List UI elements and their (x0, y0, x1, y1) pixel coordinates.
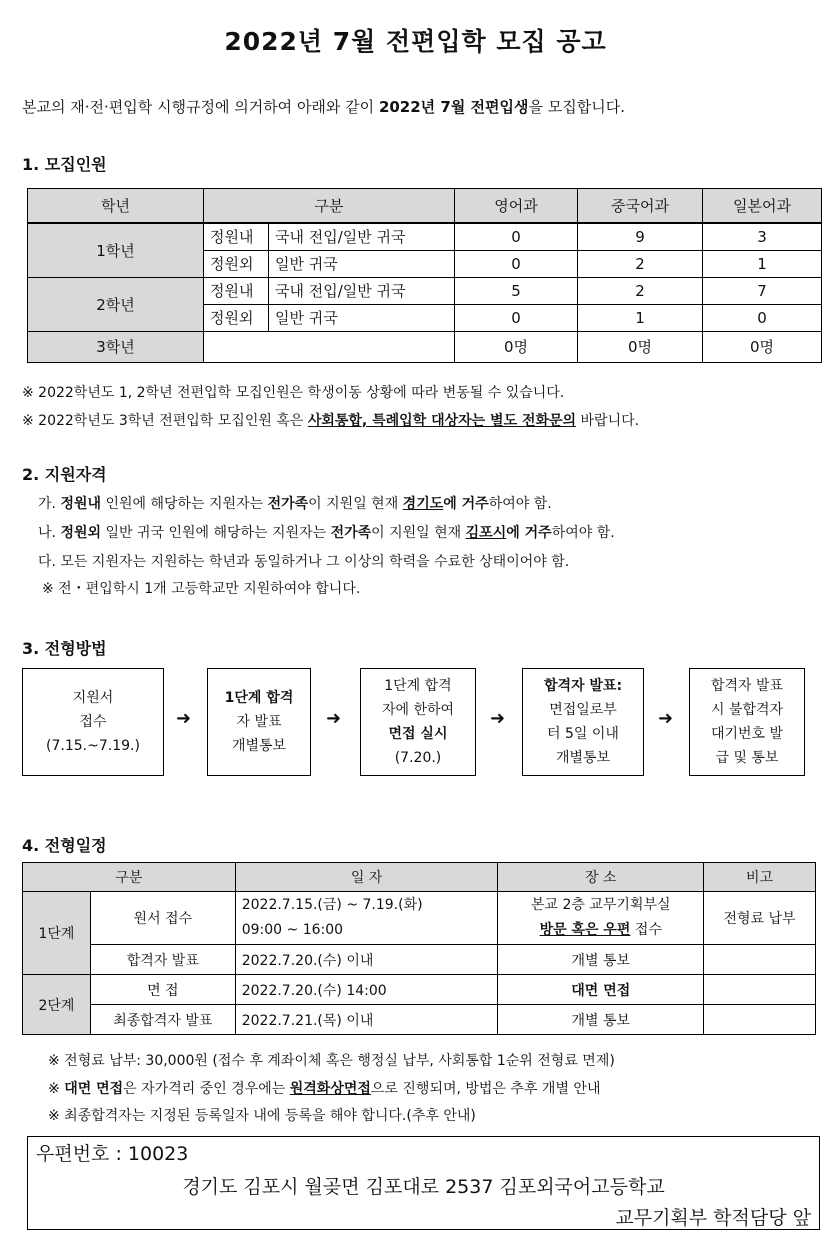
cell-value: 0 (455, 223, 578, 251)
department-line: 교무기획부 학적담당 앞 (615, 1207, 811, 1229)
note-pre: ※ 2022학년도 3학년 전편입학 모집인원 혹은 (22, 413, 308, 429)
header-english: 영어과 (455, 189, 578, 223)
header-japanese: 일본어과 (703, 189, 822, 223)
schedule-table (22, 862, 816, 1035)
flow-text: 터 5일 이내 (547, 726, 619, 742)
note-cell (704, 975, 816, 1005)
flow-text: 면접일로부 (549, 702, 617, 718)
note-schedule-2 (48, 1078, 600, 1098)
qualification-c: 다. 모든 지원자는 지원하는 학년과 동일하거나 그 이상의 학력을 수료한 상태이어야 함. (38, 554, 570, 570)
cell-value: 2 (578, 277, 703, 304)
note-bold: 대면 면접 (64, 1081, 124, 1097)
header-chinese: 중국어과 (578, 189, 703, 223)
qualification-b (38, 522, 615, 542)
q-text: 일반 귀국 인원에 해당하는 지원자는 (101, 525, 331, 541)
section-selection: 3. 전형방법 (22, 639, 107, 658)
category-label: 일반 귀국 (269, 304, 455, 331)
quota-type: 정원내 (204, 223, 269, 251)
table-header-row (23, 863, 816, 892)
table-header-row (28, 189, 822, 223)
q-underline: 김포시 (465, 525, 507, 541)
flow-text: 1단계 합격 (384, 678, 452, 694)
date-text: 09:00 ~ 16:00 (241, 922, 344, 938)
item: 원서 접수 (90, 892, 235, 945)
quota-type: 정원내 (204, 277, 269, 304)
note-cell: 전형료 납부 (704, 892, 816, 945)
flow-text: 1단계 합격 (224, 690, 294, 706)
note-mid: 은 자가격리 중인 경우에는 (123, 1081, 290, 1097)
flow-text: 자에 한하여 (381, 702, 455, 718)
q-bold: 정원내 (60, 496, 102, 512)
table-row (23, 975, 816, 1005)
date-cell (235, 892, 498, 945)
q-text: 인원에 해당하는 지원자는 (101, 496, 268, 512)
note-cell (704, 945, 816, 975)
cell-value: 0명 (703, 331, 822, 362)
flow-text: 면접 실시 (388, 726, 448, 742)
intro-pre: 본교의 재·전·편입학 시행규정에 의거하여 아래와 같이 (22, 98, 379, 116)
flow-text: (7.15.~7.19.) (46, 738, 140, 754)
table-row (28, 223, 822, 251)
note-cell (704, 1005, 816, 1035)
date-text: 2022.7.15.(금) ~ 7.19.(화) (241, 897, 423, 913)
place-cell (498, 892, 704, 945)
place-cell: 대면 면접 (498, 975, 704, 1005)
item: 면 접 (90, 975, 235, 1005)
note-schedule-1: ※ 전형료 납부: 30,000원 (접수 후 계좌이체 혹은 행정실 납부, 사회통합 1순위 전형료 면제) (48, 1053, 615, 1069)
flow-step-1 (22, 668, 164, 776)
q-bold: 전가족 (267, 496, 309, 512)
place-bold: 방문 혹은 우편 (539, 922, 631, 938)
flow-text: (7.20.) (394, 750, 442, 766)
flow-text: 개별통보 (231, 738, 287, 754)
table-row (23, 892, 816, 945)
header-place: 장 소 (498, 863, 704, 892)
cell-value: 1 (578, 304, 703, 331)
q-bold: 에 거주 (506, 525, 552, 541)
flow-text: 자 발표 (236, 714, 282, 730)
date-cell: 2022.7.20.(수) 14:00 (235, 975, 498, 1005)
intro-bold: 2022년 7월 전편입생 (378, 98, 529, 116)
q-bold: 에 거주 (443, 496, 489, 512)
item: 합격자 발표 (90, 945, 235, 975)
header-grade: 학년 (28, 189, 204, 223)
place-cell: 개별 통보 (498, 1005, 704, 1035)
category-label: 국내 전입/일반 귀국 (269, 277, 455, 304)
flow-text: 접수 (79, 714, 107, 730)
header-category: 구분 (204, 189, 455, 223)
note-recruit-1: ※ 2022학년도 1, 2학년 전편입학 모집인원은 학생이동 상황에 따라 변동될 수 있습니다. (22, 385, 565, 401)
flow-text: 합격자 발표 (710, 678, 784, 694)
grade-1: 1학년 (28, 223, 204, 278)
header-note: 비고 (704, 863, 816, 892)
flow-step-2 (207, 668, 311, 776)
q-text: 이 지원일 현재 (371, 525, 466, 541)
grade-3: 3학년 (28, 331, 204, 362)
postal-code: 우편번호 : 10023 (36, 1143, 189, 1165)
note-bold: 사회통합, 특례입학 대상자는 별도 전화문의 (307, 413, 577, 429)
arrow-icon: ➜ (490, 708, 506, 729)
category-label: 일반 귀국 (269, 250, 455, 277)
q-bold: 전가족 (330, 525, 372, 541)
qualification-a (38, 493, 552, 513)
note-schedule-3: ※ 최종합격자는 지정된 등록일자 내에 등록을 해야 합니다.(추후 안내) (48, 1108, 476, 1124)
place-text: 접수 (630, 922, 662, 938)
flow-text: 개별통보 (555, 750, 611, 766)
stage-2: 2단계 (23, 975, 91, 1035)
note-post: 바랍니다. (576, 413, 640, 429)
flow-step-4 (522, 668, 644, 776)
item: 최종합격자 발표 (90, 1005, 235, 1035)
table-row (28, 277, 822, 304)
flow-text: 급 및 통보 (715, 750, 779, 766)
arrow-icon: ➜ (176, 708, 192, 729)
date-cell: 2022.7.20.(수) 이내 (235, 945, 498, 975)
flow-text: 합격자 발표: (543, 678, 623, 694)
cell-value: 0 (703, 304, 822, 331)
flow-text: 대기번호 발 (710, 726, 784, 742)
place-cell: 개별 통보 (498, 945, 704, 975)
address-line: 경기도 김포시 월곶면 김포대로 2537 김포외국어고등학교 (182, 1176, 665, 1198)
cell-value: 9 (578, 223, 703, 251)
place-text: 본교 2층 교무기획부실 (531, 897, 671, 913)
note-post: 으로 진행되며, 방법은 추후 개별 안내 (370, 1081, 601, 1097)
cell-value: 7 (703, 277, 822, 304)
flow-text: 시 불합격자 (710, 702, 784, 718)
header-category: 구분 (23, 863, 236, 892)
page-title: 2022년 7월 전편입학 모집 공고 (224, 27, 607, 56)
grade-2: 2학년 (28, 277, 204, 331)
quota-type: 정원외 (204, 304, 269, 331)
flow-step-5 (689, 668, 805, 776)
cell-value: 2 (578, 250, 703, 277)
flow-step-3 (360, 668, 476, 776)
table-row (23, 945, 816, 975)
section-schedule: 4. 전형일정 (22, 836, 107, 855)
q-text: 가. (38, 496, 61, 512)
cell-value: 0 (455, 250, 578, 277)
q-underline: 경기도 (402, 496, 444, 512)
category-label: 국내 전입/일반 귀국 (269, 223, 455, 251)
table-row (23, 1005, 816, 1035)
quota-type: 정원외 (204, 250, 269, 277)
cell-value: 1 (703, 250, 822, 277)
recruitment-table (27, 188, 822, 363)
header-date: 일 자 (235, 863, 498, 892)
section-qualification: 2. 지원자격 (22, 465, 107, 484)
date-cell: 2022.7.21.(목) 이내 (235, 1005, 498, 1035)
q-text: 하여야 함. (551, 525, 615, 541)
empty-cell (204, 331, 455, 362)
q-text: 나. (38, 525, 61, 541)
cell-value: 0명 (578, 331, 703, 362)
table-row (28, 331, 822, 362)
cell-value: 5 (455, 277, 578, 304)
q-text: 이 지원일 현재 (308, 496, 403, 512)
q-text: 하여야 함. (488, 496, 552, 512)
cell-value: 0 (455, 304, 578, 331)
qualification-note: ※ 전・편입학시 1개 고등학교만 지원하여야 합니다. (42, 581, 361, 597)
cell-value: 0명 (455, 331, 578, 362)
stage-1: 1단계 (23, 892, 91, 975)
arrow-icon: ➜ (326, 708, 342, 729)
intro-text (22, 96, 625, 117)
note-recruit-2 (22, 410, 639, 430)
section-recruitment: 1. 모집인원 (22, 155, 107, 174)
arrow-icon: ➜ (658, 708, 674, 729)
flow-text: 지원서 (72, 690, 114, 706)
note-pre: ※ (48, 1081, 65, 1097)
intro-post: 을 모집합니다. (528, 98, 625, 116)
cell-value: 3 (703, 223, 822, 251)
note-underline: 원격화상면접 (289, 1081, 371, 1097)
address-box (27, 1136, 820, 1230)
q-bold: 정원외 (60, 525, 102, 541)
